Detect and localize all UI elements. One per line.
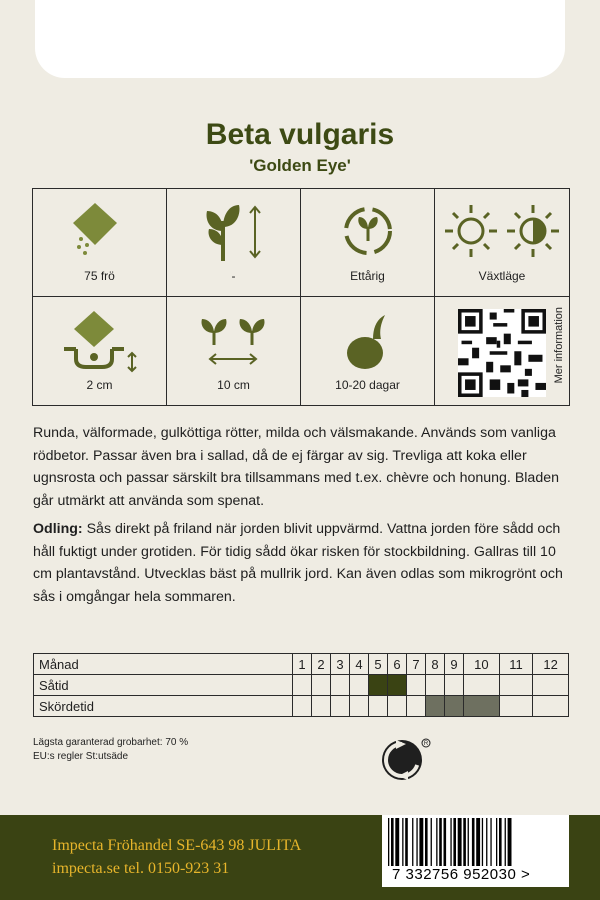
month-cell: 7 xyxy=(407,654,426,675)
month-cell: 9 xyxy=(445,654,464,675)
sowing-time-label: Såtid xyxy=(34,675,293,696)
barcode-bar xyxy=(468,818,469,866)
barcode-bars xyxy=(388,818,564,866)
calendar-cell xyxy=(445,696,464,717)
svg-text:R: R xyxy=(423,741,429,747)
barcode-bar xyxy=(505,818,506,866)
calendar-cell xyxy=(293,696,312,717)
barcode-bar xyxy=(405,818,408,866)
harvest-time-row xyxy=(34,696,569,717)
month-cell: 8 xyxy=(426,654,445,675)
plant-spacing-icon xyxy=(194,309,274,371)
month-cell: 5 xyxy=(369,654,388,675)
calendar-cell xyxy=(350,675,369,696)
barcode-bar xyxy=(476,818,480,866)
calendar-month-header: Månad xyxy=(34,654,293,675)
sowing-calendar xyxy=(33,653,569,717)
annual-cycle-icon xyxy=(333,201,403,263)
barcode-bar xyxy=(395,818,399,866)
month-cell: 10 xyxy=(464,654,500,675)
barcode-bar xyxy=(444,818,447,866)
company-contact: impecta.se tel. 0150-923 31 xyxy=(52,860,230,877)
cultivation-body: Sås direkt på friland när jorden blivit uppvärmd. Vattna jorden före sådd och håll fuktigt under grotiden. För tidig sådd ökar risken för stockbildning. Gallras till 10 cm plantavstånd. Utvecklas bäst på mullrik jord. Kan även odlas som mikrogrönt och sås i omgångar hela sommaren. xyxy=(33,521,563,605)
calendar-cell xyxy=(499,675,532,696)
calendar-cell xyxy=(331,675,350,696)
barcode-bar xyxy=(450,818,451,866)
barcode-bar xyxy=(458,818,462,866)
barcode-bar xyxy=(419,818,423,866)
barcode-bar xyxy=(499,818,502,866)
harvest-time-label: Skördetid xyxy=(34,696,293,717)
calendar-cell xyxy=(331,696,350,717)
month-cell: 6 xyxy=(388,654,407,675)
calendar-cell xyxy=(407,696,426,717)
plant-spacing-cell xyxy=(167,297,301,405)
sun-partial-shade-icon xyxy=(443,201,561,261)
calendar-cell xyxy=(369,696,388,717)
germination-guarantee: Lägsta garanterad grobarhet: 70 % xyxy=(33,737,189,748)
barcode-number: 7 332756 952030 > xyxy=(392,866,531,883)
calendar-cell xyxy=(369,675,388,696)
lifecycle-label: Ettårig xyxy=(350,269,385,283)
calendar-cell xyxy=(533,675,569,696)
germination-cell xyxy=(301,297,435,405)
calendar-cell xyxy=(533,696,569,717)
month-cell: 4 xyxy=(350,654,369,675)
month-cell: 3 xyxy=(331,654,350,675)
barcode-bar xyxy=(431,818,432,866)
calendar-cell xyxy=(464,675,500,696)
plant-height-label: - xyxy=(231,269,236,283)
calendar-cell xyxy=(426,675,445,696)
barcode-bar xyxy=(436,818,437,866)
plant-spacing-label: 10 cm xyxy=(217,378,250,392)
page-title: Beta vulgaris xyxy=(205,118,395,151)
packet-tab-cutout xyxy=(35,0,565,78)
company-address: Impecta Fröhandel SE-643 98 JULITA xyxy=(52,837,302,854)
light-cell xyxy=(435,189,569,297)
calendar-cell xyxy=(464,696,500,717)
barcode-bar xyxy=(412,818,413,866)
cultivation-text xyxy=(33,518,573,608)
barcode-bar xyxy=(388,818,389,866)
month-cell: 2 xyxy=(312,654,331,675)
variety-subtitle: 'Golden Eye' xyxy=(249,156,351,175)
barcode xyxy=(382,815,569,887)
barcode-bar xyxy=(425,818,428,866)
calendar-cell xyxy=(350,696,369,717)
barcode-bar xyxy=(391,818,394,866)
plant-height-cell xyxy=(167,189,301,297)
month-cell: 12 xyxy=(533,654,569,675)
germination-icon xyxy=(333,309,403,373)
info-icon-grid xyxy=(32,188,570,406)
barcode-bar xyxy=(496,818,497,866)
description-text: Runda, välformade, gulköttiga rötter, milda och välsmakande. Används som vanliga rödbetor. Passar även bra i sallad, då de ej färgar av sig. Trevliga att koka eller ugnsrosta och passar särskilt bra tillsammans med t.ex. chèvre och honung. Bladen går utmärkt att använda som spenat. xyxy=(33,425,559,509)
cultivation-label: Odling: xyxy=(33,521,83,537)
seed-packet-icon xyxy=(65,201,135,261)
calendar-cell xyxy=(445,675,464,696)
barcode-bar xyxy=(508,818,512,866)
sowing-depth-cell xyxy=(33,297,167,405)
calendar-cell xyxy=(407,675,426,696)
more-info-label: Mer information xyxy=(553,307,565,384)
barcode-bar xyxy=(439,818,442,866)
sowing-time-row xyxy=(34,675,569,696)
calendar-cell xyxy=(388,675,407,696)
barcode-bar xyxy=(453,818,456,866)
sowing-depth-icon xyxy=(60,309,140,375)
germination-label: 10-20 dagar xyxy=(335,378,400,392)
eu-regulation-note: EU:s regler St:utsäde xyxy=(33,751,129,762)
plant-height-icon xyxy=(199,201,269,263)
sowing-depth-label: 2 cm xyxy=(86,378,113,392)
barcode-bar xyxy=(402,818,403,866)
seed-count-cell xyxy=(33,189,167,297)
barcode-bar xyxy=(482,818,483,866)
month-cell: 11 xyxy=(499,654,532,675)
qr-code-icon[interactable] xyxy=(458,309,546,397)
green-dot-recycle-icon xyxy=(380,738,436,782)
barcode-bar xyxy=(472,818,475,866)
light-label: Växtläge xyxy=(478,269,526,283)
barcode-bar xyxy=(416,818,417,866)
seed-count-label: 75 frö xyxy=(84,269,115,283)
barcode-bar xyxy=(486,818,487,866)
lifecycle-cell xyxy=(301,189,435,297)
qr-cell xyxy=(435,297,569,405)
calendar-cell xyxy=(388,696,407,717)
calendar-cell xyxy=(426,696,445,717)
calendar-cell xyxy=(312,675,331,696)
calendar-cell xyxy=(293,675,312,696)
barcode-bar xyxy=(490,818,491,866)
calendar-header-row xyxy=(34,654,569,675)
calendar-cell xyxy=(499,696,532,717)
barcode-bar xyxy=(463,818,466,866)
calendar-cell xyxy=(312,696,331,717)
month-cell: 1 xyxy=(293,654,312,675)
